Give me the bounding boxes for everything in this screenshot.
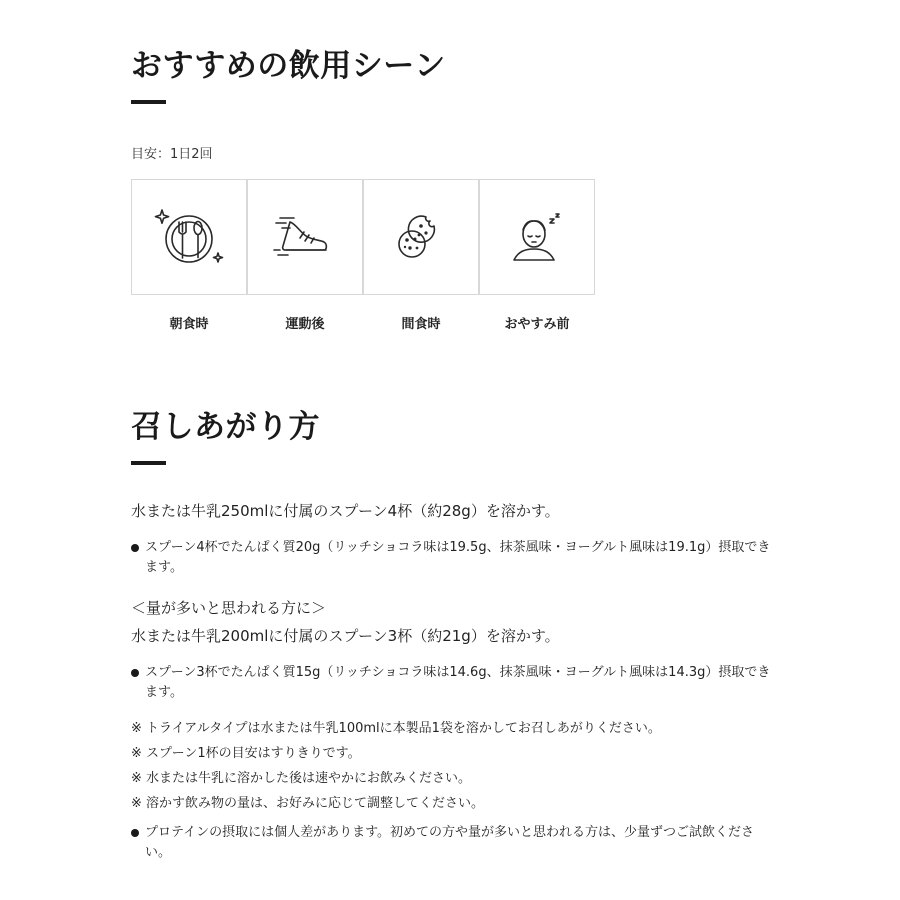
note-spoon-level: ※ スプーン1杯の目安はすりきりです。 (131, 746, 361, 761)
section-title-drinking-scenes: おすすめの飲用シーン (131, 48, 446, 84)
note-drink-quickly: ※ 水または牛乳に溶かした後は速やかにお飲みください。 (131, 771, 472, 786)
scene-label: 運動後 (285, 317, 325, 332)
scene-box (131, 179, 247, 295)
scene-label: 間食時 (401, 317, 441, 332)
bullet-text: プロテインの摂取には個人差があります。初めての方や量が多いと思われる方は、少量ずつご試飲ください。 (145, 825, 755, 860)
scene-box (363, 179, 479, 295)
scene-grid (131, 179, 596, 332)
bullet-protein-standard (131, 538, 771, 578)
running-shoe-icon (260, 192, 350, 282)
cookie-icon (376, 192, 466, 282)
instruction-reduced: 水または牛乳200mlに付属のスプーン3杯（約21g）を溶かす。 (131, 627, 560, 645)
bullet-dot (131, 669, 139, 677)
instruction-standard: 水または牛乳250mlに付属のスプーン4杯（約28g）を溶かす。 (131, 502, 560, 520)
breakfast-icon (144, 192, 234, 282)
section-title-how-to-take: 召しあがり方 (131, 409, 320, 445)
scene-label: 朝食時 (169, 317, 209, 332)
bullet-text: スプーン3杯でたんぱく質15g（リッチショコラ味は14.6g、抹茶風味・ヨーグルト風味は14.3g）摂取できます。 (145, 665, 771, 700)
title-underline (131, 461, 166, 465)
bullet-protein-reduced (131, 663, 771, 703)
note-trial-type: ※ トライアルタイプは水または牛乳100mlに本製品1袋を溶かしてお召しあがりください。 (131, 721, 661, 736)
title-underline (131, 100, 166, 104)
scene-box (247, 179, 363, 295)
bullet-dot (131, 829, 139, 837)
scene-box (479, 179, 595, 295)
scene-label: おやすみ前 (504, 317, 570, 332)
subhead-reduced-amount: ＜量が多いと思われる方に＞ (131, 599, 327, 617)
scene-before-sleep (479, 179, 595, 332)
scene-snack (363, 179, 479, 332)
bullet-individual-difference (131, 823, 771, 863)
scene-breakfast (131, 179, 247, 332)
scene-after-exercise (247, 179, 363, 332)
note-adjust-amount: ※ 溶かす飲み物の量は、お好みに応じて調整してください。 (131, 796, 485, 811)
sleeping-person-icon (492, 192, 582, 282)
intake-guide: 目安：1日2回 (131, 147, 213, 162)
bullet-dot (131, 544, 139, 552)
bullet-text: スプーン4杯でたんぱく質20g（リッチショコラ味は19.5g、抹茶風味・ヨーグルト風味は19.1g）摂取できます。 (145, 540, 771, 575)
